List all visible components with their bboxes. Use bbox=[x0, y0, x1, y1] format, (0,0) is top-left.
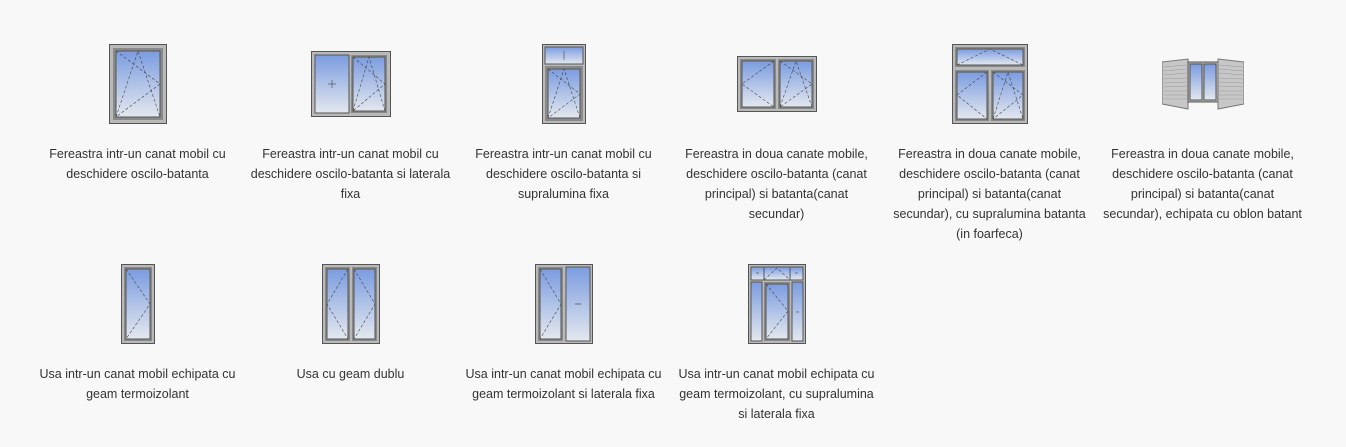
product-caption: Usa intr-un canat mobil echipata cu geam termoizolant, cu supralumina si laterala fixa bbox=[678, 367, 875, 421]
product-caption: Fereastra intr-un canat mobil cu deschidere oscilo-batanta si laterala fixa bbox=[250, 147, 451, 201]
single-door-icon bbox=[31, 264, 244, 344]
product-item[interactable] bbox=[670, 264, 883, 424]
double-door-icon bbox=[244, 264, 457, 344]
product-item[interactable] bbox=[457, 264, 670, 404]
product-caption: Fereastra in doua canate mobile, deschidere oscilo-batanta (canat principal) si batanta(canat secundar), echipata cu oblon batant bbox=[1103, 147, 1302, 221]
product-item[interactable] bbox=[1096, 44, 1309, 224]
product-item[interactable] bbox=[244, 264, 457, 384]
product-caption: Usa intr-un canat mobil echipata cu geam termoizolant si laterala fixa bbox=[465, 367, 662, 401]
product-caption: Usa intr-un canat mobil echipata cu geam termoizolant bbox=[39, 367, 236, 401]
product-caption: Usa cu geam dublu bbox=[296, 367, 405, 381]
double-sash-window-icon bbox=[670, 44, 883, 124]
product-item[interactable] bbox=[31, 264, 244, 404]
product-item[interactable] bbox=[244, 44, 457, 204]
double-sash-window-with-transom-icon bbox=[883, 44, 1096, 124]
tilt-turn-window-with-fixed-transom-icon bbox=[457, 44, 670, 124]
product-caption: Fereastra in doua canate mobile, deschidere oscilo-batanta (canat principal) si batanta(canat secundar) bbox=[685, 147, 868, 221]
product-caption: Fereastra intr-un canat mobil cu deschidere oscilo-batanta bbox=[49, 147, 226, 181]
product-item[interactable] bbox=[31, 44, 244, 184]
product-item[interactable] bbox=[670, 44, 883, 224]
door-with-fixed-side-icon bbox=[457, 264, 670, 344]
product-caption: Fereastra in doua canate mobile, deschidere oscilo-batanta (canat principal) si batanta(canat secundar), cu supralumina batanta (in foarfeca) bbox=[893, 147, 1086, 241]
product-caption: Fereastra intr-un canat mobil cu deschidere oscilo-batanta si supralumina fixa bbox=[475, 147, 652, 201]
door-with-transom-and-side-icon bbox=[670, 264, 883, 344]
product-item[interactable] bbox=[457, 44, 670, 204]
tilt-turn-window-icon bbox=[31, 44, 244, 124]
product-item[interactable] bbox=[883, 44, 1096, 244]
window-with-shutters-icon bbox=[1096, 44, 1309, 124]
tilt-turn-window-with-fixed-side-icon bbox=[244, 44, 457, 124]
